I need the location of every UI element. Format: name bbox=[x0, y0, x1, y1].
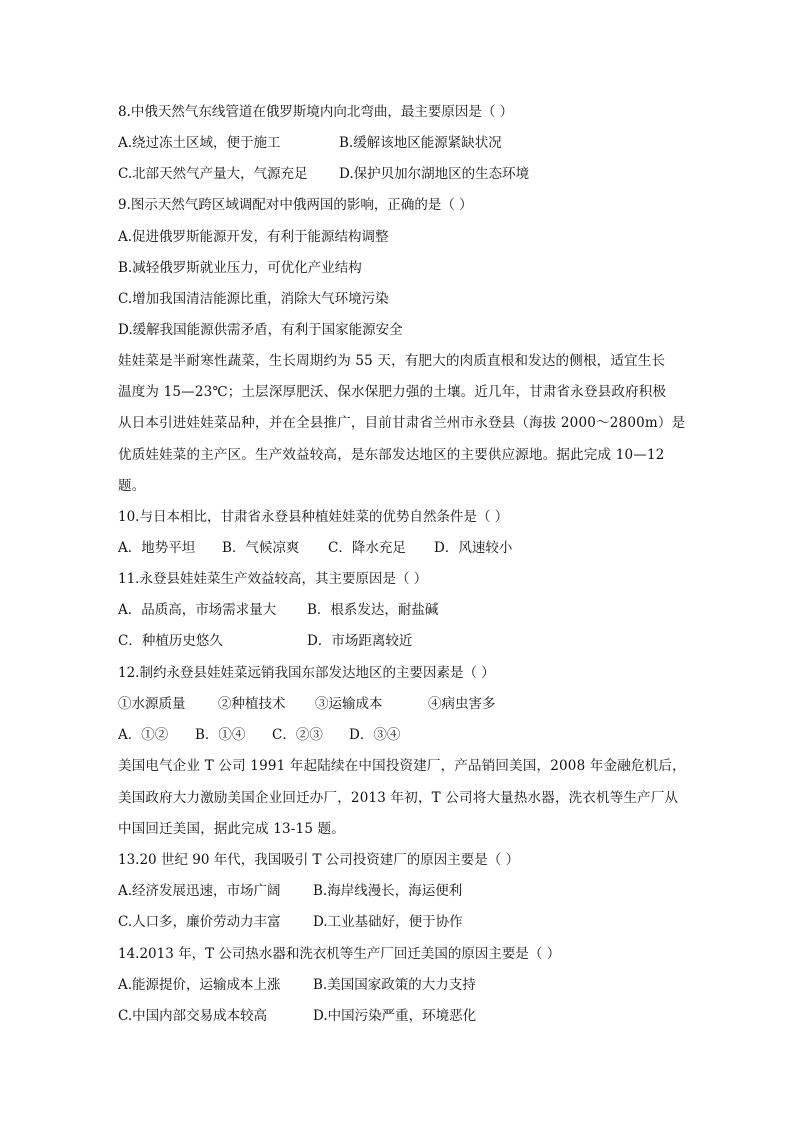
question-8-option-b: B.缓解该地区能源紧缺状况 bbox=[339, 135, 502, 151]
question-13-stem: 13.20 世纪 90 年代，我国吸引 T 公司投资建厂的原因主要是（ ） bbox=[118, 852, 520, 868]
question-10-option-b: B．气候凉爽 bbox=[222, 540, 300, 556]
passage-2-line-3: 中国回迁美国，据此完成 13-15 题。 bbox=[118, 821, 346, 837]
question-10-stem: 10.与日本相比，甘肃省永登县种植娃娃菜的优势自然条件是（ ） bbox=[118, 509, 509, 525]
question-14-option-c: C.中国内部交易成本较高 bbox=[118, 1008, 268, 1024]
question-11-option-b: B．根系发达，耐盐碱 bbox=[307, 602, 439, 618]
question-11-stem: 11.永登县娃娃菜生产效益较高，其主要原因是（ ） bbox=[118, 571, 428, 587]
passage-1-line-4: 优质娃娃菜的主产区。生产效益较高，是东部发达地区的主要供应源地。据此完成 10—12 bbox=[118, 447, 665, 463]
passage-2-line-2: 美国政府大力激励美国企业回迁办厂，2013 年初，T 公司将大量热水器，洗衣机等生产厂从 bbox=[118, 790, 679, 806]
question-9-option-b: B.减轻俄罗斯就业压力，可优化产业结构 bbox=[118, 260, 362, 276]
question-10-option-d: D．风速较小 bbox=[434, 540, 513, 556]
question-12-option-d: D．③④ bbox=[349, 727, 401, 743]
passage-1-line-1: 娃娃菜是半耐寒性蔬菜，生长周期约为 55 天，有肥大的肉质直根和发达的侧根，适宜生长 bbox=[118, 353, 666, 369]
question-8-option-c: C.北部天然气产量大，气源充足 bbox=[118, 166, 308, 182]
question-8-option-a: A.绕过冻土区域，便于施工 bbox=[118, 135, 281, 151]
question-14-option-a: A.能源提价，运输成本上涨 bbox=[118, 977, 281, 993]
passage-1-line-5: 题。 bbox=[118, 478, 146, 494]
question-13-option-b: B.海岸线漫长，海运便利 bbox=[313, 883, 463, 899]
question-14-options-row-1 bbox=[118, 975, 684, 995]
question-11-option-d: D．市场距离较近 bbox=[307, 633, 413, 649]
question-14-option-b: B.美国国家政策的大力支持 bbox=[313, 977, 476, 993]
question-12-items bbox=[118, 694, 684, 714]
question-13-option-c: C.人口多，廉价劳动力丰富 bbox=[118, 914, 281, 930]
question-11-option-c: C．种植历史悠久 bbox=[118, 633, 223, 649]
question-13-options-row-1 bbox=[118, 881, 684, 901]
question-8-option-d: D.保护贝加尔湖地区的生态环境 bbox=[339, 166, 530, 182]
question-12-stem: 12.制约永登县娃娃菜远销我国东部发达地区的主要因素是（ ） bbox=[118, 665, 495, 681]
question-12-item-1: ①水源质量 bbox=[118, 696, 186, 712]
question-11-options-row-2 bbox=[118, 631, 684, 651]
question-10-options bbox=[118, 538, 684, 558]
question-12-option-b: B．①④ bbox=[195, 727, 246, 743]
question-11-option-a: A．品质高，市场需求量大 bbox=[118, 602, 277, 618]
question-12-item-2: ②种植技术 bbox=[218, 696, 286, 712]
question-13-options-row-2 bbox=[118, 912, 684, 932]
question-12-option-a: A．①② bbox=[118, 727, 169, 743]
question-10-option-a: A．地势平坦 bbox=[118, 540, 196, 556]
question-13-option-d: D.工业基础好，便于协作 bbox=[313, 914, 463, 930]
passage-2-line-1: 美国电气企业 T 公司 1991 年起陆续在中国投资建厂，产品销回美国，2008 年金融危机后， bbox=[118, 758, 686, 774]
question-12-item-3: ③运输成本 bbox=[315, 696, 383, 712]
question-14-option-d: D.中国污染严重，环境恶化 bbox=[313, 1008, 477, 1024]
question-9-stem: 9.图示天然气跨区域调配对中俄两国的影响，正确的是（ ） bbox=[118, 197, 473, 213]
question-9-option-a: A.促进俄罗斯能源开发，有利于能源结构调整 bbox=[118, 229, 389, 245]
question-12-options bbox=[118, 725, 684, 745]
question-8-options-row-1 bbox=[118, 133, 684, 153]
question-12-option-c: C．②③ bbox=[272, 727, 323, 743]
question-12-item-4: ④病虫害多 bbox=[428, 696, 496, 712]
passage-1-line-3: 从日本引进娃娃菜品种，并在全县推广，目前甘肃省兰州市永登县（海拔 2000～2800m）是 bbox=[118, 415, 686, 431]
question-10-option-c: C．降水充足 bbox=[328, 540, 406, 556]
passage-1-line-2: 温度为 15—23℃；土层深厚肥沃、保水保肥力强的土壤。近几年，甘肃省永登县政府积极 bbox=[118, 384, 667, 400]
question-9-option-c: C.增加我国清洁能源比重，消除大气环境污染 bbox=[118, 291, 389, 307]
question-8-options-row-2 bbox=[118, 164, 684, 184]
question-11-options-row-1 bbox=[118, 600, 684, 620]
question-13-option-a: A.经济发展迅速，市场广阔 bbox=[118, 883, 281, 899]
question-14-options-row-2 bbox=[118, 1006, 684, 1026]
question-14-stem: 14.2013 年，T 公司热水器和洗衣机等生产厂回迁美国的原因主要是（ ） bbox=[118, 946, 561, 962]
question-8-stem: 8.中俄天然气东线管道在俄罗斯境内向北弯曲，最主要原因是（ ） bbox=[118, 104, 514, 120]
question-9-option-d: D.缓解我国能源供需矛盾，有利于国家能源安全 bbox=[118, 322, 403, 338]
